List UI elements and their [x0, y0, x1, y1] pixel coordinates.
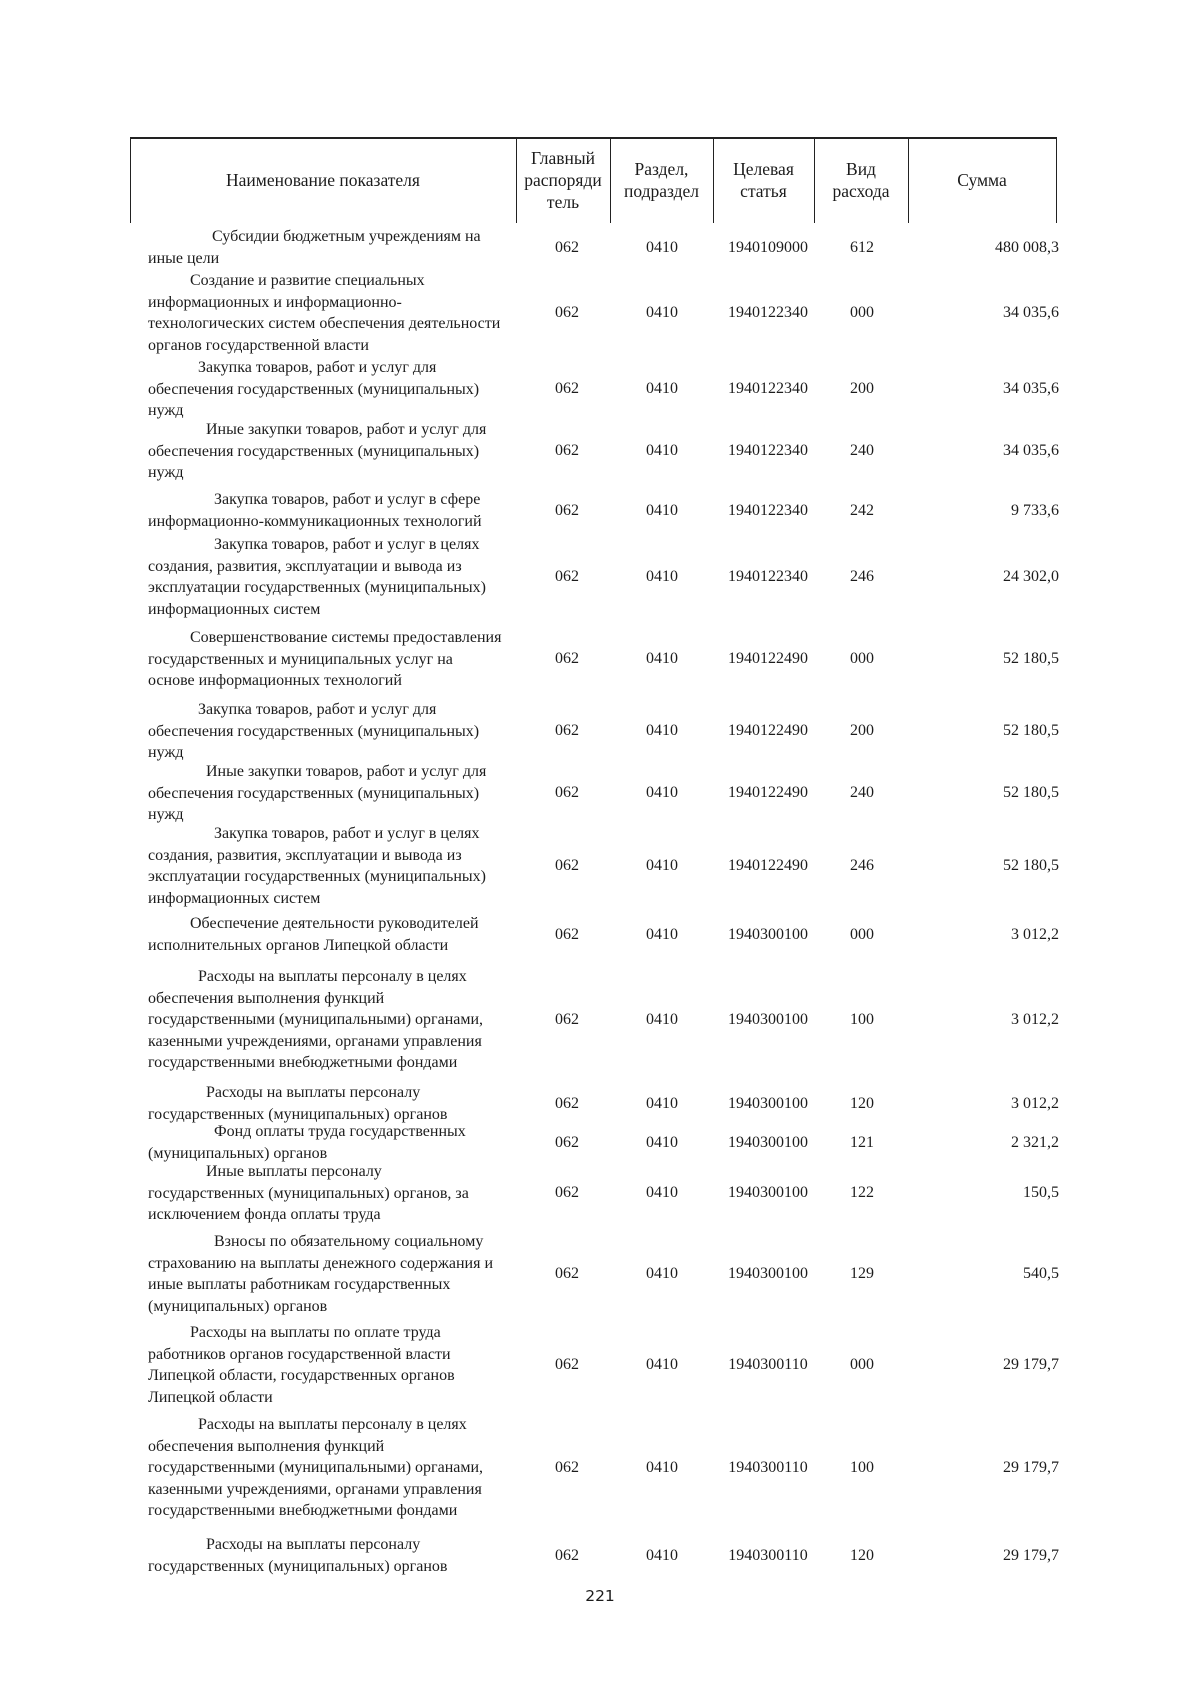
table-row: [0, 1534, 1200, 1577]
page-number: 221: [585, 1587, 615, 1605]
table-row: [0, 823, 1200, 909]
table-row: [0, 966, 1200, 1074]
row-sum: 3 012,2: [1011, 1094, 1059, 1112]
row-expense-type: 100: [850, 1010, 874, 1028]
row-main-manager: 062: [555, 380, 579, 398]
row-expense-type: 242: [850, 501, 874, 519]
row-target-article: 1940109000: [728, 238, 808, 256]
row-target-article: 1940122490: [728, 784, 808, 802]
row-target-article: 1940300110: [728, 1458, 808, 1476]
row-section: 0410: [646, 304, 678, 321]
row-target-article: 1940122490: [728, 857, 808, 874]
row-main-manager: 062: [555, 238, 579, 256]
row-sum: 52 180,5: [1003, 650, 1059, 668]
row-expense-type: 240: [850, 442, 874, 460]
row-section: 0410: [646, 1265, 678, 1282]
row-sum: 29 179,7: [1003, 1546, 1059, 1564]
table-row: [0, 489, 1200, 532]
row-expense-type: 100: [850, 1458, 874, 1476]
table-row: [0, 534, 1200, 620]
row-name: Иные закупки товаров, работ и услуг для обеспечения государственных (муниципальных) нужд: [148, 421, 487, 481]
table-row: [0, 1414, 1200, 1522]
row-section: 0410: [646, 857, 678, 874]
header-sum: Сумма: [957, 170, 1007, 190]
table-row: [0, 270, 1200, 356]
row-main-manager: 062: [555, 1356, 579, 1373]
row-expense-type: 246: [850, 568, 874, 585]
header-divider: [1056, 137, 1057, 223]
row-section: 0410: [646, 1458, 678, 1476]
row-target-article: 1940122490: [728, 722, 808, 740]
row-target-article: 1940122340: [728, 442, 808, 460]
row-name: Иные выплаты персоналу государственных (муниципальных) органов, за исключением фонда оплаты труда: [148, 1163, 469, 1223]
table-row: [0, 761, 1200, 826]
row-main-manager: 062: [555, 1010, 579, 1028]
row-target-article: 1940300100: [728, 925, 808, 943]
row-name: Закупка товаров, работ и услуг для обеспечения государственных (муниципальных) нужд: [148, 359, 480, 419]
row-sum: 52 180,5: [1003, 784, 1059, 802]
row-name: Расходы на выплаты персоналу государственных (муниципальных) органов: [148, 1536, 448, 1575]
row-expense-type: 121: [850, 1133, 874, 1151]
row-name: Обеспечение деятельности руководителей исполнительных органов Липецкой области: [148, 915, 479, 954]
header-section: Раздел, подраздел: [623, 159, 700, 201]
row-name: Закупка товаров, работ и услуг для обеспечения государственных (муниципальных) нужд: [148, 701, 480, 761]
row-expense-type: 122: [850, 1184, 874, 1202]
row-sum: 2 321,2: [1011, 1133, 1059, 1151]
row-main-manager: 062: [555, 1094, 579, 1112]
header-main-manager: Главный распоряди тель: [524, 148, 602, 212]
table-row: [0, 226, 1200, 269]
row-main-manager: 062: [555, 442, 579, 460]
row-main-manager: 062: [555, 501, 579, 519]
row-expense-type: 120: [850, 1094, 874, 1112]
table-row: [0, 1322, 1200, 1408]
row-section: 0410: [646, 650, 678, 668]
table-row: [0, 913, 1200, 956]
row-target-article: 1940300100: [728, 1265, 808, 1282]
row-target-article: 1940300100: [728, 1010, 808, 1028]
row-expense-type: 246: [850, 857, 874, 874]
row-name: Закупка товаров, работ и услуг в сфере информационно-коммуникационных технологий: [148, 491, 482, 530]
row-target-article: 1940300100: [728, 1184, 808, 1202]
row-sum: 9 733,6: [1011, 501, 1059, 519]
row-sum: 52 180,5: [1003, 722, 1059, 740]
row-expense-type: 612: [850, 238, 874, 256]
row-main-manager: 062: [555, 650, 579, 668]
row-expense-type: 000: [850, 925, 874, 943]
row-main-manager: 062: [555, 568, 579, 585]
row-section: 0410: [646, 925, 678, 943]
row-sum: 150,5: [1023, 1184, 1059, 1202]
row-name: Расходы на выплаты персоналу в целях обеспечения выполнения функций государственными (муниципальными) органами, казенными учреждениями, органами управления государственными внебюджетными фондами: [148, 1416, 484, 1519]
row-name: Взносы по обязательному социальному страхованию на выплаты денежного содержания и иные выплаты работникам государственных (муниципальных) органов: [148, 1233, 494, 1315]
row-name: Субсидии бюджетным учреждениям на иные цели: [148, 228, 481, 267]
row-name: Расходы на выплаты по оплате труда работников органов государственной власти Липецкой области, государственных органов Липецкой области: [148, 1324, 455, 1406]
row-main-manager: 062: [555, 1458, 579, 1476]
row-name: Расходы на выплаты персоналу государственных (муниципальных) органов: [148, 1084, 448, 1123]
row-expense-type: 000: [850, 1356, 874, 1373]
row-target-article: 1940122340: [728, 380, 808, 398]
header-name: Наименование показателя: [226, 170, 420, 190]
table-row: [0, 699, 1200, 764]
row-sum: 34 035,6: [1003, 380, 1059, 398]
row-name: Иные закупки товаров, работ и услуг для обеспечения государственных (муниципальных) нужд: [148, 763, 487, 823]
row-target-article: 1940122340: [728, 501, 808, 519]
row-main-manager: 062: [555, 784, 579, 802]
row-main-manager: 062: [555, 1184, 579, 1202]
row-sum: 52 180,5: [1003, 857, 1059, 874]
table-row: [0, 1161, 1200, 1226]
row-name: Закупка товаров, работ и услуг в целях создания, развития, эксплуатации и вывода из эксплуатации государственных (муниципальных) информационных систем: [148, 825, 486, 907]
row-name: Создание и развитие специальных информационных и информационно- технологических систем обеспечения деятельности органов государственной власти: [148, 272, 501, 354]
row-section: 0410: [646, 238, 678, 256]
row-name: Фонд оплаты труда государственных (муниципальных) органов: [148, 1123, 466, 1162]
row-main-manager: 062: [555, 1133, 579, 1151]
header-target-article: Целевая статья: [733, 159, 794, 201]
row-expense-type: 000: [850, 304, 874, 321]
table-row: [0, 357, 1200, 422]
row-expense-type: 129: [850, 1265, 874, 1282]
row-section: 0410: [646, 442, 678, 460]
row-expense-type: 200: [850, 722, 874, 740]
row-section: 0410: [646, 568, 678, 585]
row-main-manager: 062: [555, 925, 579, 943]
row-sum: 34 035,6: [1003, 442, 1059, 460]
row-section: 0410: [646, 1133, 678, 1151]
row-name: Расходы на выплаты персоналу в целях обеспечения выполнения функций государственными (муниципальными) органами, казенными учреждениями, органами управления государственными внебюджетными фондами: [148, 968, 484, 1071]
row-section: 0410: [646, 1356, 678, 1373]
row-target-article: 1940122490: [728, 650, 808, 668]
table-row: [0, 1082, 1200, 1125]
table-row: [0, 627, 1200, 692]
row-target-article: 1940300100: [728, 1094, 808, 1112]
row-sum: 3 012,2: [1011, 925, 1059, 943]
row-name: Совершенствование системы предоставления государственных и муниципальных услуг на основе информационных технологий: [148, 629, 502, 689]
row-main-manager: 062: [555, 304, 579, 321]
row-target-article: 1940300100: [728, 1133, 808, 1151]
row-main-manager: 062: [555, 1546, 579, 1564]
row-section: 0410: [646, 1094, 678, 1112]
row-section: 0410: [646, 1546, 678, 1564]
row-expense-type: 000: [850, 650, 874, 668]
row-main-manager: 062: [555, 722, 579, 740]
row-sum: 29 179,7: [1003, 1356, 1059, 1373]
table-row: [0, 1231, 1200, 1317]
row-target-article: 1940300110: [728, 1356, 808, 1373]
row-target-article: 1940122340: [728, 304, 808, 321]
row-target-article: 1940300110: [728, 1546, 808, 1564]
row-section: 0410: [646, 501, 678, 519]
row-section: 0410: [646, 1184, 678, 1202]
row-sum: 29 179,7: [1003, 1458, 1059, 1476]
header-expense-type: Вид расхода: [832, 159, 890, 201]
row-target-article: 1940122340: [728, 568, 808, 585]
row-section: 0410: [646, 380, 678, 398]
row-section: 0410: [646, 784, 678, 802]
row-section: 0410: [646, 722, 678, 740]
row-name: Закупка товаров, работ и услуг в целях создания, развития, эксплуатации и вывода из эксплуатации государственных (муниципальных) информационных систем: [148, 536, 486, 618]
row-sum: 24 302,0: [1003, 568, 1059, 585]
row-main-manager: 062: [555, 1265, 579, 1282]
table-row: [0, 1121, 1200, 1164]
row-main-manager: 062: [555, 857, 579, 874]
row-sum: 3 012,2: [1011, 1010, 1059, 1028]
row-expense-type: 200: [850, 380, 874, 398]
row-expense-type: 120: [850, 1546, 874, 1564]
row-expense-type: 240: [850, 784, 874, 802]
table-header: [130, 137, 1057, 223]
row-section: 0410: [646, 1010, 678, 1028]
row-sum: 480 008,3: [995, 238, 1059, 256]
row-sum: 34 035,6: [1003, 304, 1059, 321]
row-sum: 540,5: [1023, 1265, 1059, 1282]
table-row: [0, 419, 1200, 484]
